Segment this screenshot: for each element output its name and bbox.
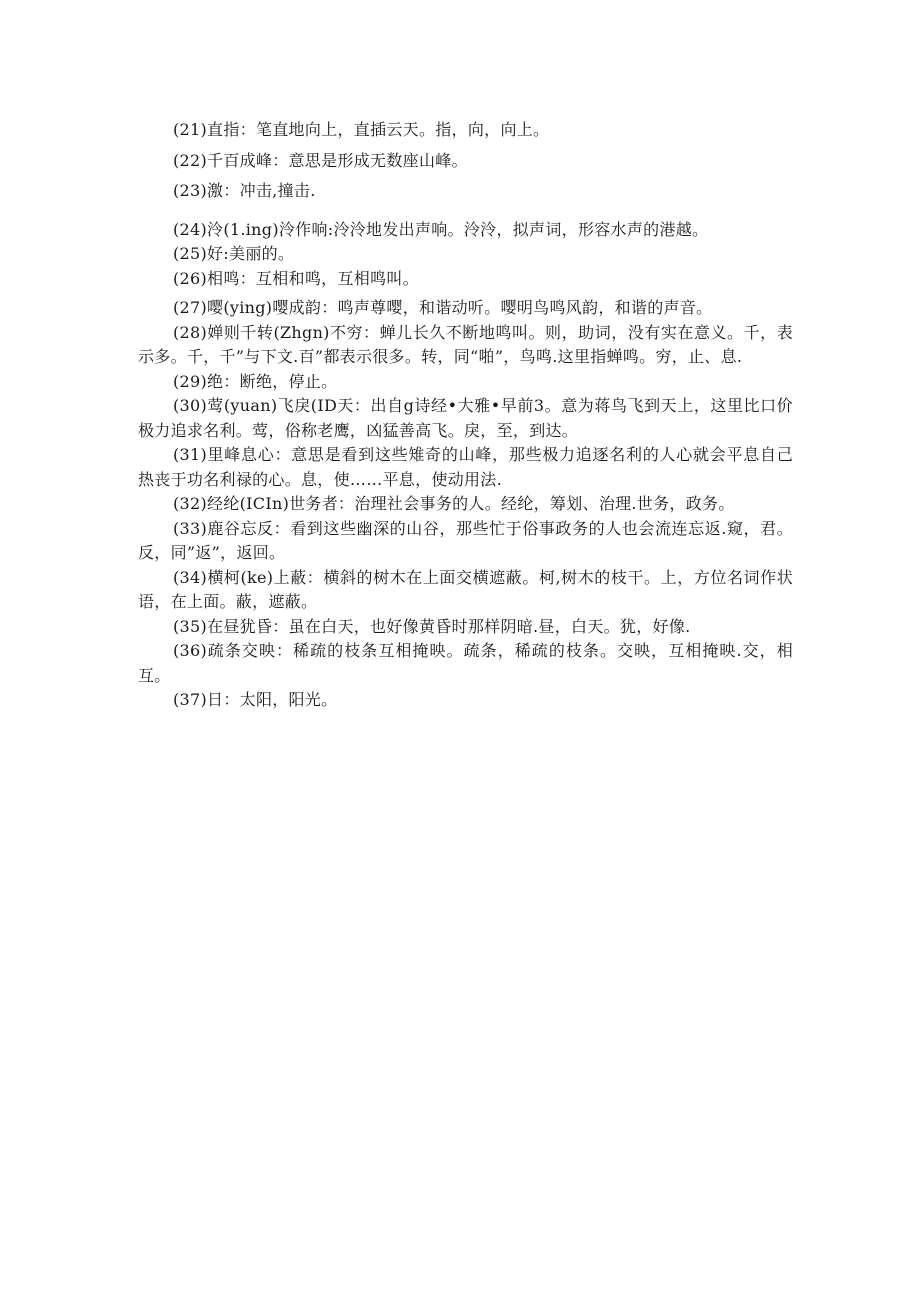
- note-22: (22)千百成峰：意思是形成无数座山峰。: [173, 150, 468, 170]
- note-33: (33)鹿谷忘反：看到这些幽深的山谷，那些忙于俗事政务的人也会流连忘返.窥，君。反，同”返”，返回。: [138, 518, 793, 562]
- note-24: (24)泠(1.ing)泠作响:泠泠地发出声响。泠泠，拟声词，形容水声的港越。: [173, 219, 709, 239]
- note-25: (25)好:美丽的。: [173, 244, 295, 263]
- note-31: (31)里峰息心：意思是看到这些雉奇的山峰，那些极力追逐名利的人心就会平息自己热丧于功名利禄的心。息，使……平息，使动用法.: [138, 445, 793, 489]
- note-34: (34)横柯(ke)上蔽：横斜的树木在上面交横遮蔽。柯,树木的枝干。上，方位名词作状语，在上面。蔽，遮蔽。: [138, 567, 793, 611]
- note-28: (28)婵则千转(Zhgn)不穷：蝉儿长久不断地鸣叫。则，助词，没有实在意义。千，表示多。千，千”与下文.百”都表示很多。转，同“啪”，鸟鸣.这里指蝉鸣。穷，止、息.: [138, 322, 793, 366]
- note-21: (21)直指：笔直地向上，直插云天。指，向，向上。: [173, 120, 550, 139]
- note-29: (29)绝：断绝，停止。: [173, 371, 338, 391]
- note-27: (27)嘤(ying)嘤成韵：鸣声尊嘤，和谐动听。嘤明鸟鸣风韵，和谐的声音。: [173, 298, 713, 317]
- note-36: (36)疏条交映：稀疏的枝条互相掩映。疏条，稀疏的枝条。交映，互相掩映.交，相互。: [138, 641, 793, 685]
- note-26: (26)相鸣：互相和鸣，互相鸣叫。: [173, 268, 419, 288]
- note-37: (37)日：太阳，阳光。: [173, 690, 338, 709]
- annotation-list: [138, 118, 793, 713]
- note-35: (35)在昼犹昏：虽在白天，也好像黄昏时那样阴暗.昼，白天。犹，好像.: [173, 616, 691, 636]
- note-23: (23)激：冲击,撞击.: [173, 181, 316, 200]
- note-32: (32)经纶(ICIn)世务者：治理社会事务的人。经纶，筹划、治理.世务，政务。: [173, 494, 735, 513]
- note-30: (30)莺(yuan)飞戾(ID天：出自g诗经•大雅•早前3。意为蒋鸟飞到天上，这里比口价极力追求名利。莺，俗称老鹰，凶猛善高飞。戾，至，到达。: [138, 396, 793, 440]
